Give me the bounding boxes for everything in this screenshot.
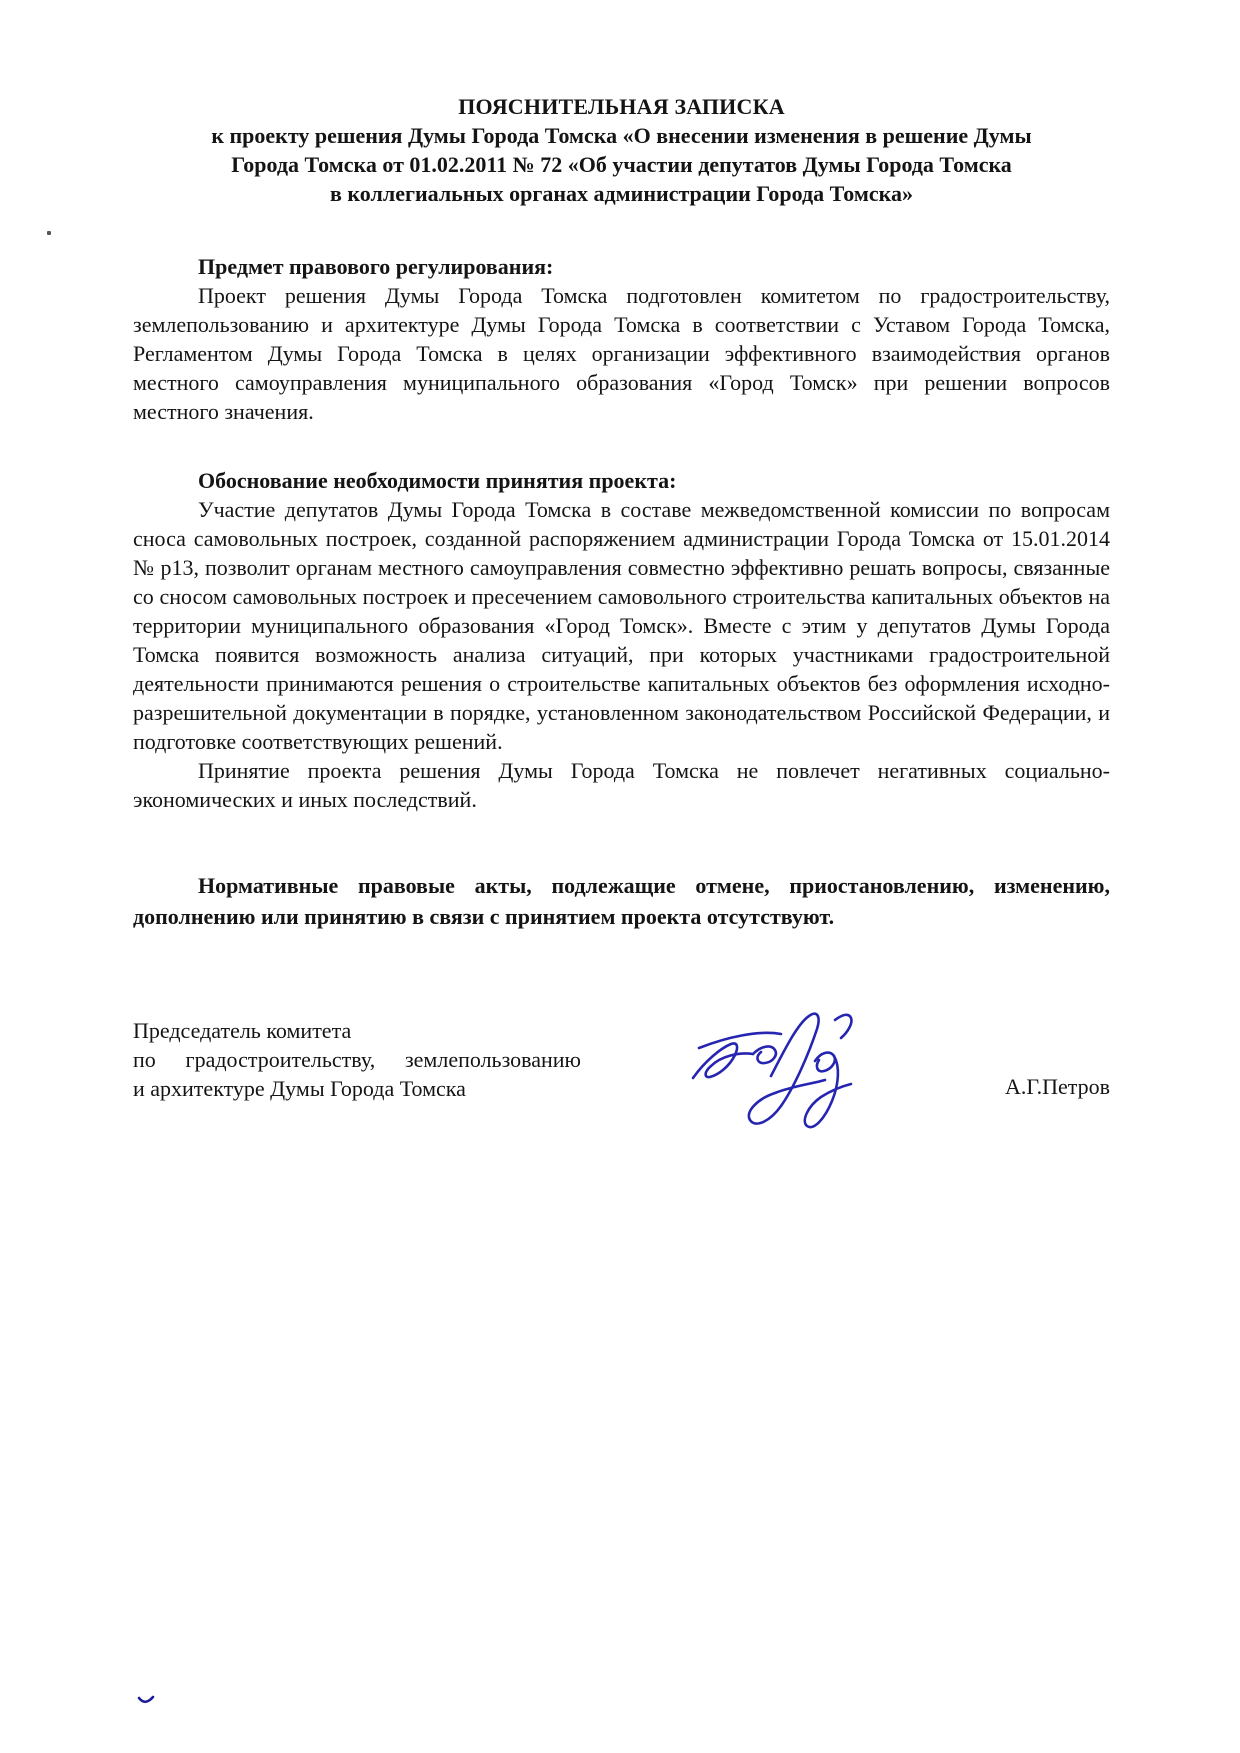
section-justification bbox=[133, 466, 1110, 814]
section-heading: Предмет правового регулирования: bbox=[198, 254, 554, 279]
body-paragraph: Проект решения Думы Города Томска подготовлен комитетом по градостроительству, землепользованию и архитектуре Думы Города Томска в соответствии с Уставом Города Томска, Регламентом Думы Города Томска в целях организации эффективного взаимодействия органов местного самоуправления муниципального образования «Город Томск» при решении вопросов местного значения. bbox=[133, 283, 1110, 424]
normative-acts-paragraph: Нормативные правовые акты, подлежащие отмене, приостановлению, изменению, дополнению или принятию в связи с принятием проекта отсутствуют. bbox=[133, 873, 1110, 929]
body-paragraph: Принятие проекта решения Думы Города Томска не повлечет негативных социально-экономических и иных последствий. bbox=[133, 758, 1110, 812]
scan-speckle-artifact bbox=[47, 231, 51, 235]
document-subtitle bbox=[133, 121, 1110, 208]
signer-position-line: Председатель комитета bbox=[133, 1018, 352, 1043]
subtitle-line: Города Томска от 01.02.2011 № 72 «Об участии депутатов Думы Города Томска bbox=[231, 152, 1012, 177]
subtitle-line: в коллегиальных органах администрации Города Томска» bbox=[330, 181, 913, 206]
signer-position-line: и архитектуре Думы Города Томска bbox=[133, 1076, 466, 1101]
signer-position-line: по градостроительству, землепользованию bbox=[133, 1047, 581, 1072]
stray-pen-mark-icon bbox=[136, 1694, 158, 1708]
body-paragraph: Участие депутатов Думы Города Томска в составе межведомственной комиссии по вопросам сноса самовольных построек, созданной распоряжением администрации Города Томска от 15.01.2014 № р13, позволит органам местного самоуправления совместно эффективно решать вопросы, связанные со сносом самовольных построек и пресечением самовольного строительства капитальных объектов на территории муниципального образования «Город Томск». Вместе с этим у депутатов Думы Города Томска появится возможность анализа ситуаций, при которых участниками градостроительной деятельности принимаются решения о строительстве капитальных объектов без оформления исходно-разрешительной документации в порядке, установленном законодательством Российской Федерации, и подготовке соответствующих решений. bbox=[133, 497, 1110, 754]
signer-name: А.Г.Петров bbox=[1004, 1074, 1110, 1099]
section-heading: Обоснование необходимости принятия проекта: bbox=[198, 468, 677, 493]
section-subject-of-regulation bbox=[133, 252, 1110, 426]
signature-block bbox=[133, 1016, 1110, 1196]
subtitle-line: к проекту решения Думы Города Томска «О внесении изменения в решение Думы bbox=[211, 123, 1032, 148]
document-title: ПОЯСНИТЕЛЬНАЯ ЗАПИСКА bbox=[458, 94, 785, 119]
